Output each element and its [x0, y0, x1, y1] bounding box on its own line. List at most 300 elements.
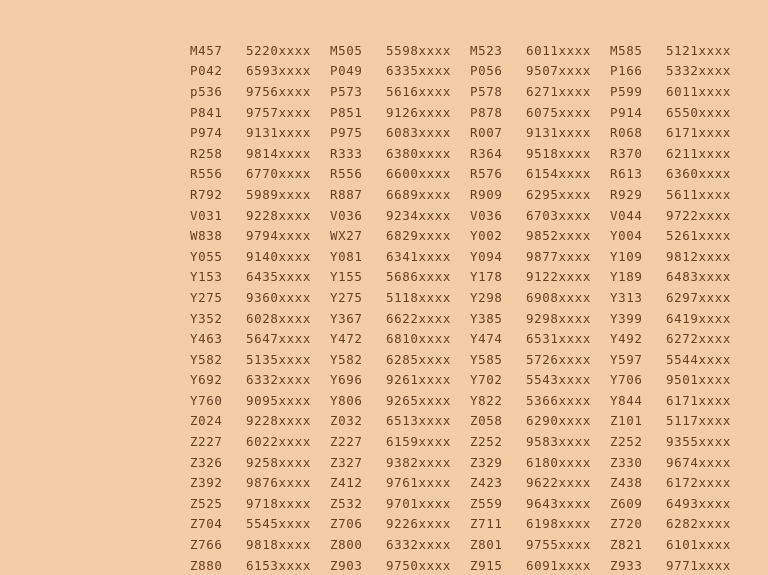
entry-code: Z058 [470, 413, 503, 429]
entry-code: Z327 [330, 454, 363, 470]
entry-value: 6335xxxx [386, 63, 452, 79]
entry-code: W838 [190, 228, 223, 244]
entry-value: 5118xxxx [386, 289, 452, 305]
entry-code: Y597 [610, 351, 643, 367]
entry-value: 5989xxxx [246, 186, 312, 202]
entry-code: Y367 [330, 310, 363, 326]
code-value-entry [610, 534, 750, 555]
entry-value: 6297xxxx [666, 289, 732, 305]
code-value-entry [190, 246, 330, 267]
code-value-entry [330, 102, 470, 123]
code-value-entry [190, 267, 330, 288]
entry-value: 5686xxxx [386, 269, 452, 285]
code-value-entry [470, 61, 610, 82]
code-value-entry [610, 184, 750, 205]
entry-code: Z720 [610, 516, 643, 532]
entry-code: Y692 [190, 372, 223, 388]
entry-value: 6154xxxx [526, 166, 592, 182]
entry-value: 6285xxxx [386, 351, 452, 367]
code-value-entry [190, 40, 330, 61]
code-value-entry [190, 349, 330, 370]
code-value-entry [330, 184, 470, 205]
code-value-entry [470, 308, 610, 329]
code-value-entry [610, 493, 750, 514]
code-value-entry [470, 349, 610, 370]
entry-value: 6513xxxx [386, 413, 452, 429]
entry-value: 6493xxxx [666, 495, 732, 511]
entry-code: Y582 [330, 351, 363, 367]
entry-code: Y094 [470, 248, 503, 264]
entry-value: 9355xxxx [666, 434, 732, 450]
entry-value: 9771xxxx [666, 557, 732, 573]
entry-value: 9674xxxx [666, 454, 732, 470]
entry-value: 9755xxxx [526, 537, 592, 553]
entry-code: P056 [470, 63, 503, 79]
entry-value: 9265xxxx [386, 392, 452, 408]
code-value-entry [330, 555, 470, 575]
code-value-entry [330, 411, 470, 432]
entry-code: Z711 [470, 516, 503, 532]
entry-value: 9583xxxx [526, 434, 592, 450]
entry-value: 9360xxxx [246, 289, 312, 305]
entry-code: Z609 [610, 495, 643, 511]
entry-code: R909 [470, 186, 503, 202]
entry-code: Z252 [470, 434, 503, 450]
code-value-entry [330, 122, 470, 143]
entry-code: Y055 [190, 248, 223, 264]
entry-value: 6689xxxx [386, 186, 452, 202]
code-value-entry [330, 514, 470, 535]
entry-code: P974 [190, 125, 223, 141]
entry-value: 9228xxxx [246, 207, 312, 223]
entry-code: V044 [610, 207, 643, 223]
code-value-entry [330, 81, 470, 102]
entry-value: 9622xxxx [526, 475, 592, 491]
code-value-entry [610, 411, 750, 432]
entry-value: 6290xxxx [526, 413, 592, 429]
entry-value: 6600xxxx [386, 166, 452, 182]
code-value-entry [190, 328, 330, 349]
entry-code: Z903 [330, 557, 363, 573]
code-value-entry [610, 390, 750, 411]
entry-value: 6198xxxx [526, 516, 592, 532]
code-value-entry [470, 267, 610, 288]
entry-value: 6282xxxx [666, 516, 732, 532]
code-value-entry [190, 61, 330, 82]
entry-code: Z532 [330, 495, 363, 511]
entry-code: R333 [330, 145, 363, 161]
entry-value: 5543xxxx [526, 372, 592, 388]
code-value-entry [610, 267, 750, 288]
code-value-entry [610, 287, 750, 308]
code-value-entry [330, 370, 470, 391]
entry-value: 6360xxxx [666, 166, 732, 182]
code-value-entry [610, 225, 750, 246]
code-value-entry [330, 143, 470, 164]
entry-code: Y844 [610, 392, 643, 408]
code-value-entry [330, 328, 470, 349]
code-value-entry [190, 102, 330, 123]
code-value-entry [330, 493, 470, 514]
code-value-entry [190, 143, 330, 164]
code-value-entry [190, 555, 330, 575]
entry-value: 5261xxxx [666, 228, 732, 244]
entry-code: R576 [470, 166, 503, 182]
entry-code: Z821 [610, 537, 643, 553]
entry-code: Y474 [470, 331, 503, 347]
entry-code: Y806 [330, 392, 363, 408]
entry-code: Y298 [470, 289, 503, 305]
code-value-entry [610, 555, 750, 575]
entry-code: Z880 [190, 557, 223, 573]
entry-value: 9258xxxx [246, 454, 312, 470]
entry-value: 9298xxxx [526, 310, 592, 326]
entry-value: 6171xxxx [666, 125, 732, 141]
entry-value: 6332xxxx [246, 372, 312, 388]
code-value-entry [470, 431, 610, 452]
entry-code: V036 [470, 207, 503, 223]
entry-code: p536 [190, 83, 223, 99]
code-value-entry [190, 287, 330, 308]
code-value-entry [330, 431, 470, 452]
code-value-entry [470, 205, 610, 226]
entry-value: 9382xxxx [386, 454, 452, 470]
code-value-entry [190, 493, 330, 514]
entry-code: Z423 [470, 475, 503, 491]
code-value-entry [470, 370, 610, 391]
code-value-entry [190, 452, 330, 473]
entry-value: 9750xxxx [386, 557, 452, 573]
code-value-entry [190, 534, 330, 555]
entry-code: Z329 [470, 454, 503, 470]
entry-code: Z706 [330, 516, 363, 532]
code-value-entry [190, 431, 330, 452]
code-value-entry [610, 81, 750, 102]
entry-value: 6272xxxx [666, 331, 732, 347]
entry-code: R068 [610, 125, 643, 141]
entry-code: R258 [190, 145, 223, 161]
entry-value: 5121xxxx [666, 42, 732, 58]
entry-value: 6908xxxx [526, 289, 592, 305]
code-value-listing [190, 40, 750, 575]
code-value-entry [190, 164, 330, 185]
entry-value: 9701xxxx [386, 495, 452, 511]
entry-code: Z252 [610, 434, 643, 450]
code-value-entry [470, 390, 610, 411]
code-value-entry [190, 472, 330, 493]
entry-value: 9140xxxx [246, 248, 312, 264]
entry-value: 6483xxxx [666, 269, 732, 285]
entry-value: 9818xxxx [246, 537, 312, 553]
entry-code: Z800 [330, 537, 363, 553]
code-value-entry [470, 452, 610, 473]
entry-code: Y385 [470, 310, 503, 326]
entry-code: Y702 [470, 372, 503, 388]
code-value-entry [470, 493, 610, 514]
entry-code: Y155 [330, 269, 363, 285]
code-value-entry [330, 61, 470, 82]
code-value-entry [470, 555, 610, 575]
entry-value: 6153xxxx [246, 557, 312, 573]
entry-code: R792 [190, 186, 223, 202]
entry-value: 6211xxxx [666, 145, 732, 161]
entry-code: Y822 [470, 392, 503, 408]
code-value-entry [190, 390, 330, 411]
entry-value: 6271xxxx [526, 83, 592, 99]
code-value-entry [470, 102, 610, 123]
entry-code: Y109 [610, 248, 643, 264]
entry-code: Z801 [470, 537, 503, 553]
code-value-entry [470, 40, 610, 61]
entry-code: M457 [190, 42, 223, 58]
entry-value: 6171xxxx [666, 392, 732, 408]
entry-code: Z101 [610, 413, 643, 429]
entry-code: Y002 [470, 228, 503, 244]
code-value-entry [190, 308, 330, 329]
entry-value: 5135xxxx [246, 351, 312, 367]
entry-value: 6380xxxx [386, 145, 452, 161]
entry-code: Z032 [330, 413, 363, 429]
entry-code: Z326 [190, 454, 223, 470]
code-value-entry [330, 472, 470, 493]
entry-value: 6172xxxx [666, 475, 732, 491]
entry-code: Y275 [190, 289, 223, 305]
code-value-entry [470, 81, 610, 102]
entry-value: 5545xxxx [246, 516, 312, 532]
entry-code: Y706 [610, 372, 643, 388]
entry-value: 6419xxxx [666, 310, 732, 326]
entry-value: 6022xxxx [246, 434, 312, 450]
code-value-entry [330, 164, 470, 185]
entry-value: 9877xxxx [526, 248, 592, 264]
entry-code: Z438 [610, 475, 643, 491]
code-value-entry [610, 40, 750, 61]
entry-value: 6531xxxx [526, 331, 592, 347]
code-value-entry [330, 225, 470, 246]
code-value-entry [190, 81, 330, 102]
entry-value: 5616xxxx [386, 83, 452, 99]
entry-value: 6622xxxx [386, 310, 452, 326]
entry-value: 6703xxxx [526, 207, 592, 223]
entry-value: 6028xxxx [246, 310, 312, 326]
code-value-entry [610, 514, 750, 535]
code-value-entry [470, 534, 610, 555]
entry-value: 9261xxxx [386, 372, 452, 388]
entry-code: P049 [330, 63, 363, 79]
entry-code: Y492 [610, 331, 643, 347]
entry-code: M505 [330, 42, 363, 58]
code-value-entry [610, 452, 750, 473]
entry-code: R370 [610, 145, 643, 161]
entry-code: P573 [330, 83, 363, 99]
entry-value: 9122xxxx [526, 269, 592, 285]
code-value-entry [330, 349, 470, 370]
code-value-entry [470, 514, 610, 535]
entry-value: 9226xxxx [386, 516, 452, 532]
code-value-entry [470, 143, 610, 164]
entry-value: 5366xxxx [526, 392, 592, 408]
code-value-entry [610, 246, 750, 267]
entry-value: 6770xxxx [246, 166, 312, 182]
entry-value: 9131xxxx [246, 125, 312, 141]
code-value-entry [330, 287, 470, 308]
entry-code: Y153 [190, 269, 223, 285]
code-value-entry [610, 328, 750, 349]
entry-value: 5117xxxx [666, 413, 732, 429]
entry-value: 9718xxxx [246, 495, 312, 511]
entry-code: Z412 [330, 475, 363, 491]
entry-code: R556 [190, 166, 223, 182]
entry-value: 9756xxxx [246, 83, 312, 99]
entry-code: V036 [330, 207, 363, 223]
entry-code: P878 [470, 104, 503, 120]
entry-code: Z227 [330, 434, 363, 450]
entry-value: 9131xxxx [526, 125, 592, 141]
entry-code: Y081 [330, 248, 363, 264]
entry-code: Y399 [610, 310, 643, 326]
entry-code: Z704 [190, 516, 223, 532]
code-value-entry [470, 287, 610, 308]
code-value-entry [190, 122, 330, 143]
entry-code: R929 [610, 186, 643, 202]
code-value-entry [470, 164, 610, 185]
entry-value: 6083xxxx [386, 125, 452, 141]
code-value-entry [190, 370, 330, 391]
entry-value: 6332xxxx [386, 537, 452, 553]
entry-value: 6011xxxx [526, 42, 592, 58]
entry-code: Y472 [330, 331, 363, 347]
code-value-entry [330, 205, 470, 226]
entry-value: 9518xxxx [526, 145, 592, 161]
entry-value: 9876xxxx [246, 475, 312, 491]
code-value-entry [610, 164, 750, 185]
code-value-entry [610, 472, 750, 493]
entry-code: Y585 [470, 351, 503, 367]
entry-code: M523 [470, 42, 503, 58]
code-value-entry [330, 267, 470, 288]
entry-value: 5544xxxx [666, 351, 732, 367]
entry-value: 5647xxxx [246, 331, 312, 347]
code-value-entry [330, 534, 470, 555]
code-value-entry [470, 472, 610, 493]
entry-value: 6810xxxx [386, 331, 452, 347]
entry-code: R556 [330, 166, 363, 182]
entry-value: 9794xxxx [246, 228, 312, 244]
entry-code: P599 [610, 83, 643, 99]
code-value-entry [610, 143, 750, 164]
code-value-entry [330, 390, 470, 411]
entry-code: Y696 [330, 372, 363, 388]
entry-code: P578 [470, 83, 503, 99]
code-value-entry [330, 452, 470, 473]
entry-code: R007 [470, 125, 503, 141]
entry-value: 9814xxxx [246, 145, 312, 161]
entry-code: R364 [470, 145, 503, 161]
entry-code: Y004 [610, 228, 643, 244]
entry-code: Z559 [470, 495, 503, 511]
code-value-entry [470, 328, 610, 349]
entry-value: 5726xxxx [526, 351, 592, 367]
entry-code: P841 [190, 104, 223, 120]
entry-value: 9852xxxx [526, 228, 592, 244]
entry-value: 5332xxxx [666, 63, 732, 79]
entry-value: 6180xxxx [526, 454, 592, 470]
entry-code: R887 [330, 186, 363, 202]
code-value-entry [190, 205, 330, 226]
entry-value: 9126xxxx [386, 104, 452, 120]
entry-code: Y760 [190, 392, 223, 408]
entry-value: 9722xxxx [666, 207, 732, 223]
entry-code: M585 [610, 42, 643, 58]
entry-code: WX27 [330, 228, 363, 244]
code-value-entry [330, 246, 470, 267]
entry-code: V031 [190, 207, 223, 223]
entry-code: Y275 [330, 289, 363, 305]
entry-value: 6295xxxx [526, 186, 592, 202]
code-value-entry [190, 184, 330, 205]
code-value-entry [190, 514, 330, 535]
entry-code: Y178 [470, 269, 503, 285]
code-value-entry [470, 411, 610, 432]
code-value-entry [470, 246, 610, 267]
code-value-entry [330, 308, 470, 329]
entry-value: 9761xxxx [386, 475, 452, 491]
code-value-entry [470, 184, 610, 205]
code-value-entry [190, 225, 330, 246]
code-value-entry [470, 225, 610, 246]
entry-code: Z766 [190, 537, 223, 553]
entry-value: 6011xxxx [666, 83, 732, 99]
entry-code: R613 [610, 166, 643, 182]
code-value-entry [610, 308, 750, 329]
code-value-entry [610, 61, 750, 82]
entry-value: 6550xxxx [666, 104, 732, 120]
entry-value: 9234xxxx [386, 207, 452, 223]
entry-code: Z330 [610, 454, 643, 470]
entry-code: Y582 [190, 351, 223, 367]
entry-value: 6101xxxx [666, 537, 732, 553]
entry-value: 9757xxxx [246, 104, 312, 120]
entry-value: 9501xxxx [666, 372, 732, 388]
entry-code: Y463 [190, 331, 223, 347]
entry-code: P166 [610, 63, 643, 79]
entry-code: Z933 [610, 557, 643, 573]
entry-code: P975 [330, 125, 363, 141]
code-value-entry [470, 122, 610, 143]
entry-code: Z024 [190, 413, 223, 429]
code-value-entry [610, 370, 750, 391]
code-value-entry [610, 122, 750, 143]
entry-code: Y352 [190, 310, 223, 326]
code-value-entry [610, 431, 750, 452]
entry-value: 6159xxxx [386, 434, 452, 450]
entry-value: 9507xxxx [526, 63, 592, 79]
code-value-entry [610, 349, 750, 370]
entry-code: P914 [610, 104, 643, 120]
entry-code: Y189 [610, 269, 643, 285]
code-value-entry [610, 102, 750, 123]
entry-value: 5220xxxx [246, 42, 312, 58]
entry-value: 6593xxxx [246, 63, 312, 79]
code-value-entry [190, 411, 330, 432]
entry-value: 9812xxxx [666, 248, 732, 264]
entry-value: 5611xxxx [666, 186, 732, 202]
entry-code: P042 [190, 63, 223, 79]
entry-value: 6829xxxx [386, 228, 452, 244]
entry-value: 9643xxxx [526, 495, 592, 511]
entry-code: Z525 [190, 495, 223, 511]
entry-value: 6091xxxx [526, 557, 592, 573]
